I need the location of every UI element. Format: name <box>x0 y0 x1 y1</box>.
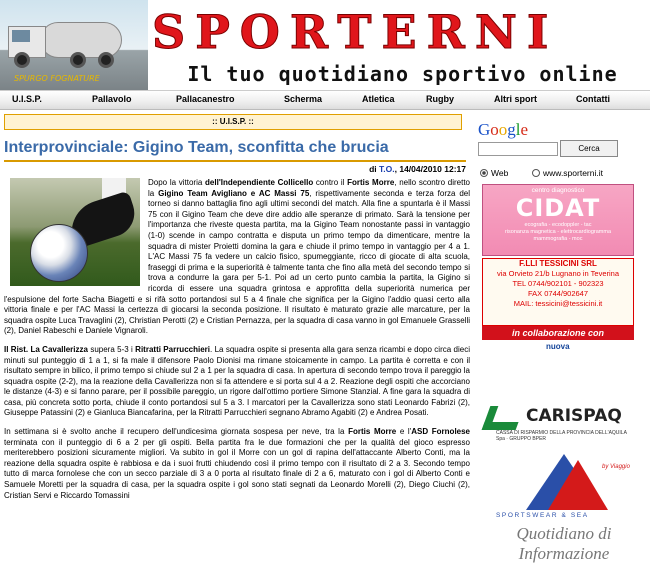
site-logo-text: SPORTERNI <box>152 5 559 59</box>
text-fragment: supera 5-3 i <box>87 344 136 354</box>
bold-team-name: Fortis Morre <box>348 427 397 437</box>
search-button[interactable]: Cerca <box>560 140 618 157</box>
nav-altri-sport[interactable]: Altri sport <box>494 94 538 104</box>
text-fragment: Dopo la vittoria <box>148 178 206 187</box>
radio-selected-icon[interactable] <box>480 169 488 177</box>
nav-contatti[interactable]: Contatti <box>576 94 610 104</box>
tessicini-mail: MAIL: tessicini@tessicini.it <box>513 299 603 308</box>
article-paragraph-2 <box>4 345 470 419</box>
bold-team-name: Fortis Morre <box>347 178 395 187</box>
text-fragment: , rispettivamente seconda e terza forza del torneo si danno battaglia fino agli ultimi secondi del match. Alla fine a spuntarla è il Massi 75 con il Gigino Team che deve dire addio alle speranze di primato. Sarà la tensione per l'importanza che riveste questa partita, ma la Gigino Team nonostante passi in vantaggio (1-0) scende in campo contratta e disputa un primo tempo da dimenticare, mentre la squadra di mister Proietti domina la gara e chiude il primo tempo in vantaggio per 4 a 1. L'AC Massi 75 fa vedere un calcio fisico, spumeggiante, ricco di giocate di alta scuola, fraseggi di prima e la superiorità è talmente tanta che fino alla metà del secondo tempo si trova a condurre la gara per 5-1. Poi ad un certo punto cambia la partita, la Gigino si ricorda di essere una squadra grintosa e approfitta della superiorità numerica per l'espulsione del forte Sacha Biagetti e si rifà sotto portandosi sul 5 a 4 finale che significa per la Gigino l'addio quasi certo alla vittoria finale e per l'AC Massi la certezza di giocarsi la seconda posizione. Il risultato è maturato grazie alle marcature, per la squadra ospite Luca Travaglini (2), Christian Perotti (2) e Cristian Pernazza, per la squadra di casa vanno in gol Emanuele Grasselli (2), Daniel Rabeschi e Daniele Vignaroli. <box>4 188 470 336</box>
radio-unselected-icon[interactable] <box>532 169 540 177</box>
truck-window-shape <box>12 30 30 42</box>
photo-ball-shape <box>30 224 88 282</box>
text-fragment: , nello scontro diretto la <box>148 178 470 198</box>
google-logo-letter: e <box>520 120 529 139</box>
bold-team-name: Il Rist. La Cavallerizza <box>4 344 88 354</box>
tessicini-address: via Orvieto 21/b Lugnano in Teverina <box>496 269 620 278</box>
text-fragment: . La squadra ospite si presenta alla gara senza ricambi e dopo circa dieci minuti sul punteggio di 1 a 1, si fa male il difensore Paolo Dionisi ma rimane stoicamente in campo. La partita è corretta e con il risultato sempre in bilico, il primo tempo si chiude sul 2 a 1 per la squadra di casa. In apertura di secondo tempo trova il pareggio la squadra ospite (2-2), ma la reazione della Cavallerizza non si fa attendere e si porta sul 4 a 2. Reazione degli ospiti che accorciano le distanze (4-3) e si fanno parare, per il possibile pareggio, un rigore dall'ottimo portiere Simone Stanzial. A fine gara la squadra di casa, più concreta sotto porta, chiude il conto portandosi sul 5 a 3. I marcatori per la Cavallerizza sono stati Leonardo Fabrizi (2), Giuseppe Patassini (2) e Gianluca Biancafarina, per la Ritratti Parrucchieri segnano Abramo Agabiti (2) e Andrea Posati. <box>4 344 470 418</box>
article-photo <box>10 178 140 286</box>
nav-uisp[interactable]: U.I.S.P. <box>12 94 42 104</box>
main-nav <box>0 90 650 110</box>
nav-pallacanestro[interactable]: Pallacanestro <box>176 94 235 104</box>
sportswear-text: SPORTSWEAR & SEA <box>496 512 589 519</box>
nuova-label: nuova <box>546 342 570 351</box>
radio-site[interactable] <box>532 168 603 178</box>
cidat-ad-banner[interactable] <box>482 184 634 256</box>
collab-banner[interactable]: in collaborazione con <box>482 326 634 340</box>
carispaq-name: CARISPAQ <box>526 406 622 426</box>
cidat-line: mammografia - moc <box>533 236 583 242</box>
tessicini-name: F.LLI TESSICINI SRL <box>519 259 597 268</box>
google-logo-letter: G <box>478 120 491 139</box>
author-link[interactable]: T.O. <box>379 164 395 174</box>
google-logo-letter: o <box>498 120 508 139</box>
tessicini-tel: TEL 0744/902101 - 902323 <box>512 279 604 288</box>
sidebar <box>474 110 650 567</box>
nav-atletica[interactable]: Atletica <box>362 94 395 104</box>
google-logo-letter: g <box>507 120 516 139</box>
truck-advert-image[interactable] <box>0 0 148 90</box>
text-fragment: terminata con il punteggio di 6 a 2 per gli ospiti. Bella partita fra le due formazioni che per la qualità del gioco espresso meriterebbero posizioni sicuramente migliori. Va subito in gol il Morre con un gol di rapina dell'attaccante Alberto Conti, ma la reazione della squadra ospite è rabbiosa e da i suoi frutti chiudendo così il primo tempo con il risultato di 2 a 3. Secondo tempo tutto di marca fornolese che con un secco parziale di 3 a 0 porta al risultato finale di 2 a 6, maturato con i gol di Alberto Conti e Samuele Moretti per la squadra di casa, per la squadra ospite i gol sono stati segnati da Leonardo Morelli (2), Diego Ciuchi (2), Cristian Servi e Riccardo Tomassini <box>4 437 470 500</box>
article-title[interactable]: Interprovinciale: Gigino Team, sconfitta che brucia <box>4 139 389 156</box>
google-logo-letter: o <box>490 120 499 139</box>
cidat-line: risonanza magnetica - elettrocardiogramma <box>504 229 612 235</box>
bold-team-name: Gigino Team Avigliano e AC Massi 75 <box>158 188 310 198</box>
bold-team-name: dell'Independiente Collicello <box>205 178 314 187</box>
radio-web[interactable] <box>480 168 508 178</box>
main-content <box>4 114 470 567</box>
nav-rugby[interactable]: Rugby <box>426 94 454 104</box>
google-logo <box>478 120 528 140</box>
text-fragment: www.sporterni.it <box>543 168 603 178</box>
site-logo[interactable] <box>152 5 647 59</box>
site-tagline: Il tuo quotidiano sportivo online <box>187 62 618 86</box>
text-fragment: Web <box>491 168 509 178</box>
article-paragraph-3 <box>4 427 470 501</box>
sportswear-by: by Viaggio <box>602 464 630 470</box>
section-heading: :: U.I.S.P. :: <box>4 114 462 130</box>
cidat-name: CIDAT <box>515 194 601 222</box>
google-logo-letter: l <box>515 120 521 139</box>
truck-wheel-shape <box>70 52 86 68</box>
carispaq-sub: CASSA DI RISPARMIO DELLA PROVINCIA DELL'AQUILA Spa · GRUPPO BPER <box>496 430 627 442</box>
bold-team-name: ASD Fornolese <box>411 427 470 437</box>
nav-scherma[interactable]: Scherma <box>284 94 323 104</box>
text-fragment: e l' <box>396 427 412 437</box>
site-header <box>0 0 650 90</box>
search-input[interactable] <box>478 142 558 156</box>
cidat-line: ecografia - ecodoppler - tac <box>524 222 592 228</box>
sportswear-ad-banner[interactable] <box>492 450 632 524</box>
tessicini-fax: FAX 0744/902647 <box>527 289 589 298</box>
byline-prefix: di <box>369 164 377 174</box>
sail-red-icon <box>548 460 608 510</box>
carispaq-logo-icon <box>482 406 525 430</box>
quotidiano-banner: Quotidiano di Informazione <box>516 524 612 563</box>
nav-pallavolo[interactable]: Pallavolo <box>92 94 132 104</box>
truck-wheel-shape <box>98 52 114 68</box>
truck-wheel-shape <box>14 52 30 68</box>
article-body <box>4 178 470 501</box>
cidat-top: centro diagnostico <box>531 187 585 194</box>
article-datetime: , 14/04/2010 12:17 <box>394 164 466 174</box>
bold-team-name: Ritratti Parrucchieri <box>135 344 210 354</box>
article-byline <box>4 164 466 174</box>
carispaq-ad-banner[interactable] <box>482 400 634 444</box>
tessicini-ad-banner[interactable] <box>482 258 634 326</box>
truck-caption: SPURGO FOGNATURE <box>14 74 100 83</box>
text-fragment: In settimana si è svolto anche il recupero dell'undicesima giornata sospesa per neve, tra la <box>4 427 349 437</box>
text-fragment: contro il <box>313 178 348 187</box>
title-divider <box>4 160 466 162</box>
